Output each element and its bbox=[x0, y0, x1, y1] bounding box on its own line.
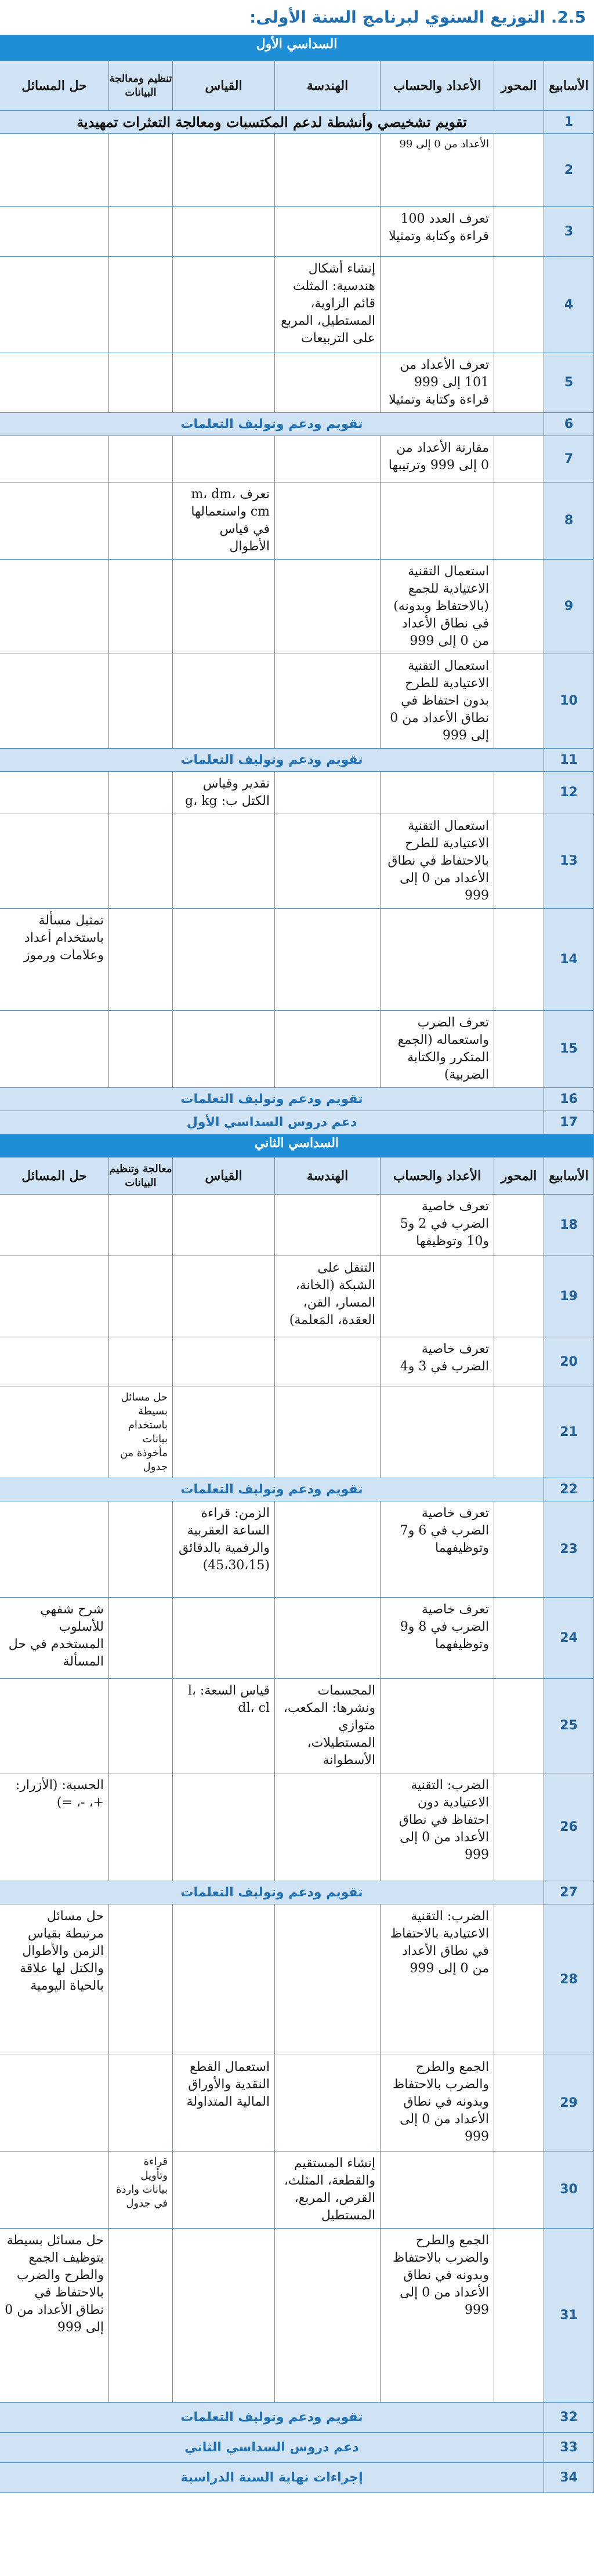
geometry-cell bbox=[275, 1501, 381, 1598]
data-cell bbox=[109, 772, 173, 814]
geometry-cell bbox=[275, 909, 381, 1011]
table-row bbox=[0, 482, 594, 560]
problems-cell bbox=[0, 353, 109, 413]
review-text: تقويم ودعم وتوليف التعلمات bbox=[0, 749, 544, 772]
geometry-cell bbox=[275, 1598, 381, 1679]
measure-cell bbox=[173, 257, 275, 353]
review-text: تقويم ودعم وتوليف التعلمات bbox=[0, 1088, 544, 1111]
week-number: 24 bbox=[544, 1598, 594, 1679]
table-row bbox=[0, 1904, 594, 2055]
week-number: 11 bbox=[544, 749, 594, 772]
numbers-cell: الضرب: التقنية الاعتيادية بالاحتفاظ في نطاق الأعداد من 0 إلى 999 bbox=[381, 1904, 494, 2055]
table-row bbox=[0, 1679, 594, 1773]
measure-cell bbox=[173, 207, 275, 257]
numbers-cell bbox=[381, 1387, 494, 1478]
problems-cell: حل مسائل مرتبطة بقياس الزمن والأطوال والكتل لها علاقة بالحياة اليومية bbox=[0, 1904, 109, 2055]
week-number: 31 bbox=[544, 2229, 594, 2403]
axis-cell bbox=[494, 134, 544, 207]
problems-cell bbox=[0, 654, 109, 749]
review-row bbox=[0, 2403, 594, 2433]
table-row bbox=[0, 1256, 594, 1337]
geometry-cell bbox=[275, 772, 381, 814]
data-cell bbox=[109, 257, 173, 353]
axis-cell bbox=[494, 1011, 544, 1088]
data-cell bbox=[109, 1501, 173, 1598]
axis-cell bbox=[494, 1904, 544, 2055]
measure-cell bbox=[173, 654, 275, 749]
measure-cell: تقدير وقياس الكتل ب: g، kg bbox=[173, 772, 275, 814]
data-cell bbox=[109, 1195, 173, 1256]
week-number: 21 bbox=[544, 1387, 594, 1478]
data-cell bbox=[109, 2229, 173, 2403]
table-row bbox=[0, 2151, 594, 2229]
table-row bbox=[0, 436, 594, 482]
measure-cell bbox=[173, 1011, 275, 1088]
week-number: 20 bbox=[544, 1337, 594, 1387]
week-number: 27 bbox=[544, 1881, 594, 1904]
problems-cell: الحسبة: (الأزرار: +، -، =) bbox=[0, 1773, 109, 1881]
table-row bbox=[0, 134, 594, 207]
axis-cell bbox=[494, 1679, 544, 1773]
numbers-cell bbox=[381, 257, 494, 353]
semester2-title: السداسي الثاني bbox=[0, 1134, 594, 1158]
table-row bbox=[0, 1195, 594, 1256]
measure-cell: قياس السعة: l، dl، cl bbox=[173, 1679, 275, 1773]
table-row bbox=[0, 2055, 594, 2151]
problems-cell bbox=[0, 207, 109, 257]
problems-cell: حل مسائل بسيطة بتوظيف الجمع والطرح والضرب بالاحتفاظ في نطاق الأعداد من 0 إلى 999 bbox=[0, 2229, 109, 2403]
axis-cell bbox=[494, 814, 544, 909]
geometry-cell bbox=[275, 353, 381, 413]
geometry-cell bbox=[275, 482, 381, 560]
geometry-cell bbox=[275, 1904, 381, 2055]
measure-cell bbox=[173, 2229, 275, 2403]
numbers-cell: الضرب: التقنية الاعتيادية دون احتفاظ في نطاق الأعداد من 0 إلى 999 bbox=[381, 1773, 494, 1881]
header-measure: القياس bbox=[173, 61, 275, 111]
week-number: 26 bbox=[544, 1773, 594, 1881]
measure-cell bbox=[173, 1387, 275, 1478]
data-cell bbox=[109, 1337, 173, 1387]
week-number: 14 bbox=[544, 909, 594, 1011]
measure-cell bbox=[173, 1904, 275, 2055]
header-data: معالجة وتنظيم البيانات bbox=[109, 1158, 173, 1195]
table-row bbox=[0, 814, 594, 909]
axis-cell bbox=[494, 436, 544, 482]
week-number: 28 bbox=[544, 1904, 594, 2055]
week-number: 25 bbox=[544, 1679, 594, 1773]
data-cell bbox=[109, 560, 173, 654]
measure-cell: الزمن: قراءة الساعة العقربية والرقمية بالدقائق (45،30،15) bbox=[173, 1501, 275, 1598]
measure-cell bbox=[173, 1598, 275, 1679]
week-number: 17 bbox=[544, 1111, 594, 1134]
data-cell bbox=[109, 1904, 173, 2055]
table-row bbox=[0, 772, 594, 814]
problems-cell bbox=[0, 1337, 109, 1387]
week-number: 13 bbox=[544, 814, 594, 909]
axis-cell bbox=[494, 560, 544, 654]
problems-cell bbox=[0, 1679, 109, 1773]
table-row bbox=[0, 909, 594, 1011]
geometry-cell bbox=[275, 1011, 381, 1088]
axis-cell bbox=[494, 1773, 544, 1881]
geometry-cell bbox=[275, 654, 381, 749]
measure-cell bbox=[173, 1337, 275, 1387]
table-row bbox=[0, 1501, 594, 1598]
axis-cell bbox=[494, 909, 544, 1011]
data-cell bbox=[109, 654, 173, 749]
problems-cell bbox=[0, 2055, 109, 2151]
header-axis: المحور bbox=[494, 1158, 544, 1195]
header-weeks: الأسابيع bbox=[544, 61, 594, 111]
table-row bbox=[0, 1011, 594, 1088]
axis-cell bbox=[494, 1337, 544, 1387]
geometry-cell bbox=[275, 436, 381, 482]
axis-cell bbox=[494, 2151, 544, 2229]
numbers-cell bbox=[381, 909, 494, 1011]
header-problems: حل المسائل bbox=[0, 61, 109, 111]
review-row bbox=[0, 413, 594, 436]
geometry-cell bbox=[275, 134, 381, 207]
problems-cell bbox=[0, 436, 109, 482]
geometry-cell bbox=[275, 560, 381, 654]
geometry-cell bbox=[275, 1773, 381, 1881]
data-cell bbox=[109, 1598, 173, 1679]
measure-cell bbox=[173, 134, 275, 207]
geometry-cell: المجسمات ونشرها: المكعب، متوازي المستطيلات، الأسطوانة bbox=[275, 1679, 381, 1773]
numbers-cell bbox=[381, 482, 494, 560]
measure-cell bbox=[173, 436, 275, 482]
measure-cell: استعمال القطع النقدية والأوراق المالية المتداولة bbox=[173, 2055, 275, 2151]
week-number: 6 bbox=[544, 413, 594, 436]
week-number: 16 bbox=[544, 1088, 594, 1111]
week-number: 3 bbox=[544, 207, 594, 257]
measure-cell bbox=[173, 560, 275, 654]
header-weeks: الأسابيع bbox=[544, 1158, 594, 1195]
review-text: دعم دروس السداسي الثاني bbox=[0, 2433, 544, 2463]
data-cell bbox=[109, 134, 173, 207]
header-geometry: الهندسة bbox=[275, 61, 381, 111]
measure-cell bbox=[173, 1773, 275, 1881]
table-row bbox=[0, 1337, 594, 1387]
review-row bbox=[0, 1478, 594, 1501]
review-text: تقويم ودعم وتوليف التعلمات bbox=[0, 2403, 544, 2433]
axis-cell bbox=[494, 207, 544, 257]
numbers-cell: الجمع والطرح والضرب بالاحتفاظ وبدونه في نطاق الأعداد من 0 إلى 999 bbox=[381, 2055, 494, 2151]
week-number: 7 bbox=[544, 436, 594, 482]
numbers-cell: تعرف الأعداد من 101 إلى 999 قراءة وكتابة وتمثيلا bbox=[381, 353, 494, 413]
review-row bbox=[0, 1088, 594, 1111]
problems-cell bbox=[0, 1011, 109, 1088]
problems-cell bbox=[0, 134, 109, 207]
week-number: 32 bbox=[544, 2403, 594, 2433]
numbers-cell bbox=[381, 1256, 494, 1337]
numbers-cell: استعمال التقنية الاعتيادية للطرح بدون احتفاظ في نطاق الأعداد من 0 إلى 999 bbox=[381, 654, 494, 749]
week-number: 10 bbox=[544, 654, 594, 749]
geometry-cell bbox=[275, 2229, 381, 2403]
axis-cell bbox=[494, 257, 544, 353]
annual-plan-table bbox=[0, 35, 594, 2493]
problems-cell bbox=[0, 772, 109, 814]
numbers-cell: تعرف خاصية الضرب في 6 و7 وتوظيفهما bbox=[381, 1501, 494, 1598]
week-number: 1 bbox=[544, 111, 594, 134]
review-row bbox=[0, 2463, 594, 2493]
header-problems: حل المسائل bbox=[0, 1158, 109, 1195]
geometry-cell: إنشاء أشكال هندسية: المثلث قائم الزاوية، المستطيل، المربع على التربيعات bbox=[275, 257, 381, 353]
problems-cell bbox=[0, 1387, 109, 1478]
numbers-cell: تعرف خاصية الضرب في 3 و4 bbox=[381, 1337, 494, 1387]
week-number: 12 bbox=[544, 772, 594, 814]
week-number: 34 bbox=[544, 2463, 594, 2493]
header-measure: القياس bbox=[173, 1158, 275, 1195]
header-numbers: الأعداد والحساب bbox=[381, 61, 494, 111]
problems-cell bbox=[0, 560, 109, 654]
data-cell: حل مسائل بسيطة باستخدام بيانات مأخوذة من جدول bbox=[109, 1387, 173, 1478]
table-row bbox=[0, 560, 594, 654]
data-cell bbox=[109, 353, 173, 413]
problems-cell bbox=[0, 1195, 109, 1256]
week-number: 33 bbox=[544, 2433, 594, 2463]
semester1-title-row bbox=[0, 35, 594, 61]
data-cell: قراءة وتأويل بيانات واردة في جدول bbox=[109, 2151, 173, 2229]
review-text: تقويم ودعم وتوليف التعلمات bbox=[0, 413, 544, 436]
numbers-cell bbox=[381, 2151, 494, 2229]
numbers-cell: تعرف خاصية الضرب في 2 و5 و10 وتوظيفها bbox=[381, 1195, 494, 1256]
week-number: 5 bbox=[544, 353, 594, 413]
semester1-title: السداسي الأول bbox=[0, 35, 594, 61]
problems-cell: تمثيل مسألة باستخدام أعداد وعلامات ورموز bbox=[0, 909, 109, 1011]
problems-cell bbox=[0, 1256, 109, 1337]
header-geometry: الهندسة bbox=[275, 1158, 381, 1195]
geometry-cell bbox=[275, 2055, 381, 2151]
numbers-cell bbox=[381, 1679, 494, 1773]
review-row bbox=[0, 2433, 594, 2463]
measure-cell bbox=[173, 1256, 275, 1337]
week-number: 2 bbox=[544, 134, 594, 207]
measure-cell bbox=[173, 2151, 275, 2229]
week-number: 19 bbox=[544, 1256, 594, 1337]
axis-cell bbox=[494, 353, 544, 413]
semester1-header-row bbox=[0, 61, 594, 111]
problems-cell bbox=[0, 2151, 109, 2229]
problems-cell bbox=[0, 814, 109, 909]
measure-cell: تعرف m، dm، cm واستعمالها في قياس الأطوال bbox=[173, 482, 275, 560]
week-number: 22 bbox=[544, 1478, 594, 1501]
page-title: 2.5. التوزيع السنوي لبرنامج السنة الأولى: bbox=[249, 8, 586, 27]
data-cell bbox=[109, 1679, 173, 1773]
geometry-cell bbox=[275, 814, 381, 909]
header-numbers: الأعداد والحساب bbox=[381, 1158, 494, 1195]
review-text: إجراءات نهاية السنة الدراسية bbox=[0, 2463, 544, 2493]
data-cell bbox=[109, 1011, 173, 1088]
week-number: 30 bbox=[544, 2151, 594, 2229]
numbers-cell: مقارنة الأعداد من 0 إلى 999 وترتيبها bbox=[381, 436, 494, 482]
axis-cell bbox=[494, 2055, 544, 2151]
numbers-cell: الأعداد من 0 إلى 99 bbox=[381, 134, 494, 207]
numbers-cell: استعمال التقنية الاعتيادية للجمع (بالاحتفاظ وبدونه) في نطاق الأعداد من 0 إلى 999 bbox=[381, 560, 494, 654]
numbers-cell: الجمع والطرح والضرب بالاحتفاظ وبدونه في نطاق الأعداد من 0 إلى 999 bbox=[381, 2229, 494, 2403]
geometry-cell bbox=[275, 1195, 381, 1256]
table-row bbox=[0, 2229, 594, 2403]
problems-cell bbox=[0, 482, 109, 560]
review-row bbox=[0, 1111, 594, 1134]
table-row bbox=[0, 257, 594, 353]
diagnostic-row bbox=[0, 111, 594, 134]
week-number: 9 bbox=[544, 560, 594, 654]
week-number: 4 bbox=[544, 257, 594, 353]
axis-cell bbox=[494, 1195, 544, 1256]
geometry-cell bbox=[275, 207, 381, 257]
week-number: 18 bbox=[544, 1195, 594, 1256]
review-text: تقويم ودعم وتوليف التعلمات bbox=[0, 1478, 544, 1501]
axis-cell bbox=[494, 2229, 544, 2403]
data-cell bbox=[109, 814, 173, 909]
table-row bbox=[0, 207, 594, 257]
data-cell bbox=[109, 2055, 173, 2151]
data-cell bbox=[109, 482, 173, 560]
measure-cell bbox=[173, 353, 275, 413]
axis-cell bbox=[494, 1387, 544, 1478]
semester2-title-row bbox=[0, 1134, 594, 1158]
axis-cell bbox=[494, 1598, 544, 1679]
problems-cell bbox=[0, 257, 109, 353]
week-number: 23 bbox=[544, 1501, 594, 1598]
axis-cell bbox=[494, 482, 544, 560]
table-row bbox=[0, 1387, 594, 1478]
geometry-cell bbox=[275, 1337, 381, 1387]
numbers-cell: تعرف خاصية الضرب في 8 و9 وتوظيفهما bbox=[381, 1598, 494, 1679]
week-number: 29 bbox=[544, 2055, 594, 2151]
data-cell bbox=[109, 1256, 173, 1337]
table-row bbox=[0, 654, 594, 749]
header-data: تنظيم ومعالجة البيانات bbox=[109, 61, 173, 111]
table-row bbox=[0, 1598, 594, 1679]
axis-cell bbox=[494, 1256, 544, 1337]
week-number: 8 bbox=[544, 482, 594, 560]
header-axis: المحور bbox=[494, 61, 544, 111]
data-cell bbox=[109, 909, 173, 1011]
axis-cell bbox=[494, 772, 544, 814]
numbers-cell: استعمال التقنية الاعتيادية للطرح بالاحتفاظ في نطاق الأعداد من 0 إلى 999 bbox=[381, 814, 494, 909]
semester2-header-row bbox=[0, 1158, 594, 1195]
review-text: دعم دروس السداسي الأول bbox=[0, 1111, 544, 1134]
numbers-cell: تعرف العدد 100 قراءة وكتابة وتمثيلا bbox=[381, 207, 494, 257]
review-row bbox=[0, 1881, 594, 1904]
review-text: تقويم ودعم وتوليف التعلمات bbox=[0, 1881, 544, 1904]
geometry-cell: التنقل على الشبكة (الخانة، المسار، القن، العقدة، المَعلمة) bbox=[275, 1256, 381, 1337]
week-number: 15 bbox=[544, 1011, 594, 1088]
numbers-cell bbox=[381, 772, 494, 814]
geometry-cell bbox=[275, 1387, 381, 1478]
axis-cell bbox=[494, 654, 544, 749]
problems-cell: شرح شفهي للأسلوب المستخدم في حل المسألة bbox=[0, 1598, 109, 1679]
review-row bbox=[0, 749, 594, 772]
measure-cell bbox=[173, 1195, 275, 1256]
measure-cell bbox=[173, 909, 275, 1011]
measure-cell bbox=[173, 814, 275, 909]
table-row bbox=[0, 1773, 594, 1881]
numbers-cell: تعرف الضرب واستعماله (الجمع المتكرر والكتابة الضربية) bbox=[381, 1011, 494, 1088]
axis-cell bbox=[494, 1501, 544, 1598]
table-row bbox=[0, 353, 594, 413]
diagnostic-text: تقويم تشخيصي وأنشطة لدعم المكتسبات ومعالجة التعثرات تمهيدية bbox=[0, 111, 544, 134]
data-cell bbox=[109, 436, 173, 482]
data-cell bbox=[109, 207, 173, 257]
data-cell bbox=[109, 1773, 173, 1881]
problems-cell bbox=[0, 1501, 109, 1598]
geometry-cell: إنشاء المستقيم والقطعة، المثلث، القرص، المربع، المستطيل bbox=[275, 2151, 381, 2229]
